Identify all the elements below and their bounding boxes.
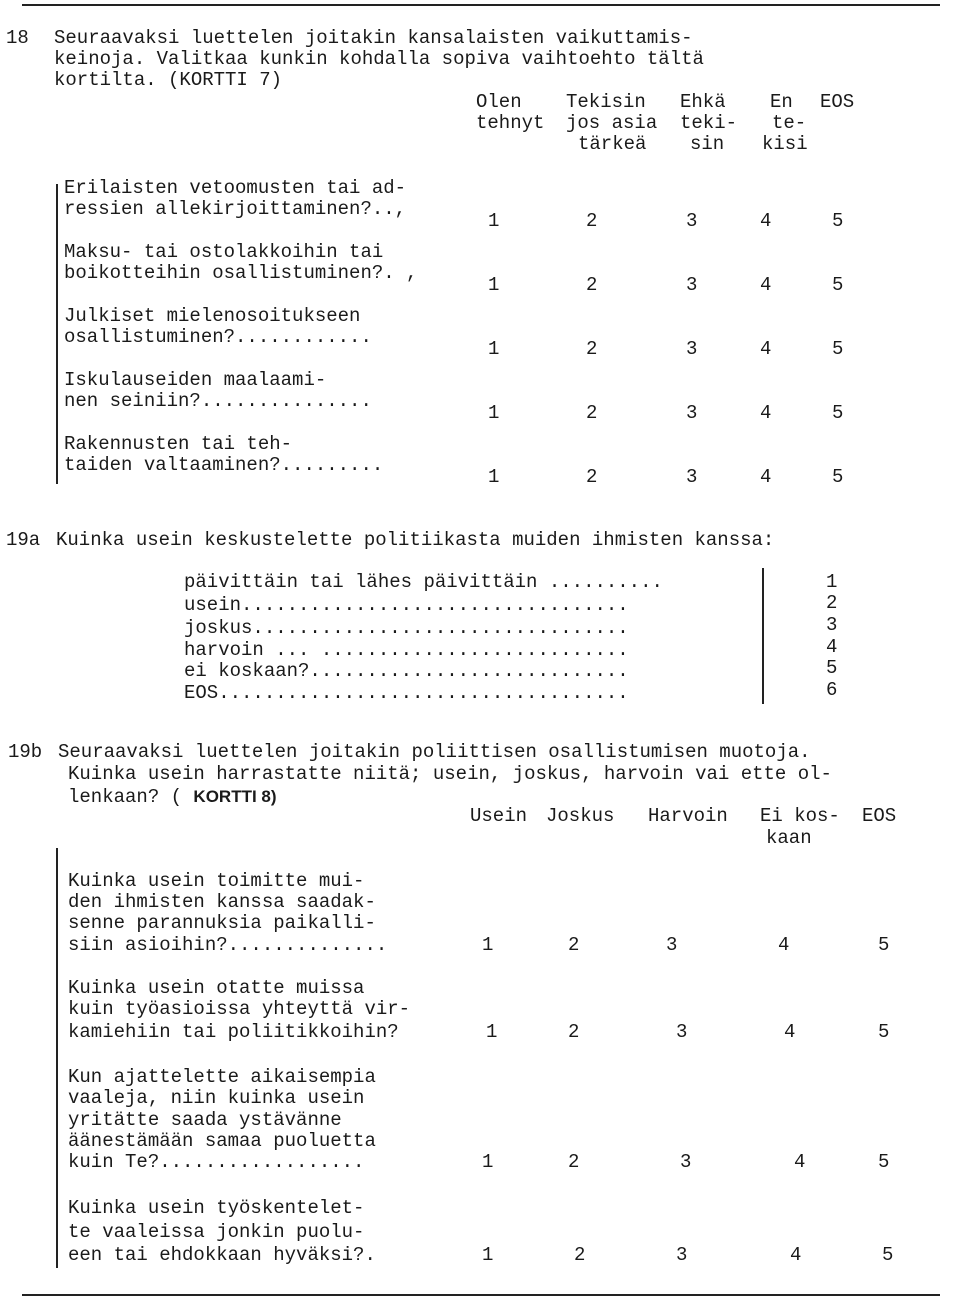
q19b-answer-code[interactable]: 5 [882,1244,894,1266]
q19b-answer-code[interactable]: 1 [486,1021,498,1043]
q19b-card-reference: KORTTI 8) [193,787,277,806]
q19b-col-header: Joskus [546,805,615,827]
q18-col-header: En [770,91,793,113]
q19b-item-label: te vaaleissa jonkin puolu- [68,1221,365,1243]
q19a-option-label: harvoin ... ........................... [184,639,629,661]
q18-text-line: Seuraavaksi luettelen joitakin kansalaisten vaikuttamis- [54,27,693,49]
q18-answer-code[interactable]: 2 [586,402,598,424]
q19b-answer-code[interactable]: 5 [878,1151,890,1173]
q18-text-line: kortilta. (KORTTI 7) [54,69,283,91]
q18-answer-code[interactable]: 3 [686,210,698,232]
q18-answer-code[interactable]: 4 [760,274,772,296]
q18-answer-code[interactable]: 1 [488,402,500,424]
q19b-item-label: kuin työasioissa yhteyttä vir- [68,998,411,1020]
q18-answer-code[interactable]: 3 [686,338,698,360]
q19b-answer-code[interactable]: 2 [568,1021,580,1043]
q19a-option-code: 2 [826,592,838,614]
q18-number: 18 [6,27,29,49]
q19b-answer-code[interactable]: 2 [568,1151,580,1173]
q18-answer-code[interactable]: 2 [586,274,598,296]
q19b-item-label: den ihmisten kanssa saadak- [68,891,376,913]
q18-answer-code[interactable]: 5 [832,338,844,360]
q19b-item-label: Kuinka usein toimitte mui- [68,870,365,892]
q18-answer-code[interactable]: 1 [488,466,500,488]
q18-item-label: Erilaisten vetoomusten tai ad- [64,177,407,199]
q19b-number: 19b [8,741,43,763]
q18-answer-code[interactable]: 3 [686,466,698,488]
q18-answer-code[interactable]: 4 [760,402,772,424]
q19a-option-code: 5 [826,657,838,679]
q18-answer-code[interactable]: 4 [760,210,772,232]
q18-col-header: EOS [820,91,855,113]
q18-col-header: kisi [762,133,808,155]
q18-answer-code[interactable]: 5 [832,210,844,232]
q19b-item-label: Kuinka usein otatte muissa [68,977,365,999]
q18-col-header: tehnyt [476,112,545,134]
q18-item-label: Iskulauseiden maalaami- [64,369,327,391]
q19b-item-label: een tai ehdokkaan hyväksi?. [68,1244,376,1266]
q19b-answer-code[interactable]: 2 [574,1244,586,1266]
q19a-option-code: 4 [826,636,838,658]
q19b-answer-code[interactable]: 1 [482,1244,494,1266]
q18-answer-code[interactable]: 4 [760,338,772,360]
q19b-item-bracket [56,848,58,1268]
q18-col-header: Olen [476,91,522,113]
q19a-option-label: usein.................................. [184,594,629,616]
q19b-answer-code[interactable]: 1 [482,934,494,956]
q18-answer-code[interactable]: 5 [832,466,844,488]
q18-answer-code[interactable]: 2 [586,338,598,360]
q18-answer-code[interactable]: 1 [488,338,500,360]
q19b-text-line: Seuraavaksi luettelen joitakin poliittisen osallistumisen muotoja. [58,741,811,763]
q19a-number: 19a [6,529,41,551]
q19a-option-label: päivittäin tai lähes päivittäin .......... [184,571,663,593]
q19b-answer-code[interactable]: 4 [794,1151,806,1173]
q19b-answer-code[interactable]: 3 [676,1021,688,1043]
q19b-answer-code[interactable]: 2 [568,934,580,956]
q19b-item-label: vaaleja, niin kuinka usein [68,1087,365,1109]
q19b-col-header: EOS [862,805,897,827]
q19b-text-prefix: lenkaan? ( [68,786,194,808]
q19b-item-label: kuin Te?.................. [68,1151,365,1173]
q18-item-label: taiden valtaaminen?......... [64,454,384,476]
q18-item-bracket [56,184,58,484]
q18-answer-code[interactable]: 5 [832,402,844,424]
q19a-text: Kuinka usein keskustelette politiikasta muiden ihmisten kanssa: [56,529,775,551]
q19b-col-header: Ei kos- [760,805,840,827]
q18-text-line: keinoja. Valitkaa kunkin kohdalla sopiva vaihtoehto tältä [54,48,704,70]
q18-answer-code[interactable]: 3 [686,274,698,296]
q18-col-header: tärkeä [578,133,647,155]
q18-answer-code[interactable]: 1 [488,274,500,296]
q18-item-label: Maksu- tai ostolakkoihin tai [64,241,384,263]
q18-item-label: Rakennusten tai teh- [64,433,293,455]
q18-answer-code[interactable]: 3 [686,402,698,424]
q19b-col-header: Usein [470,805,528,827]
q19b-answer-code[interactable]: 3 [680,1151,692,1173]
q19b-answer-code[interactable]: 4 [784,1021,796,1043]
q19b-item-label: Kun ajattelette aikaisempia [68,1066,376,1088]
q19b-item-label: siin asioihin?.............. [68,934,388,956]
q18-item-label: boikotteihin osallistuminen?. , [64,262,418,284]
q19a-option-code: 1 [826,571,838,593]
q18-answer-code[interactable]: 2 [586,210,598,232]
q19a-option-label: ei koskaan?............................ [184,660,629,682]
bottom-rule [22,1294,940,1296]
q19b-item-label: äänestämään samaa puoluetta [68,1130,376,1152]
q19a-code-divider [762,568,764,704]
q19a-option-label: joskus................................. [184,617,629,639]
q18-col-header: te- [772,112,807,134]
q18-answer-code[interactable]: 2 [586,466,598,488]
q18-answer-code[interactable]: 1 [488,210,500,232]
q19b-answer-code[interactable]: 5 [878,934,890,956]
q19b-answer-code[interactable]: 1 [482,1151,494,1173]
q18-col-header: jos asia [566,112,658,134]
q19b-answer-code[interactable]: 3 [666,934,678,956]
q19b-answer-code[interactable]: 5 [878,1021,890,1043]
q18-col-header: teki- [680,112,738,134]
top-rule [22,4,940,6]
q19a-option-code: 3 [826,614,838,636]
q18-col-header: sin [690,133,725,155]
q19b-text-line: Kuinka usein harrastatte niitä; usein, joskus, harvoin vai ette ol- [68,763,832,785]
q19b-item-label: senne parannuksia paikalli- [68,912,376,934]
q19b-answer-code[interactable]: 4 [778,934,790,956]
q19b-col-header: Harvoin [648,805,728,827]
q18-col-header: Ehkä [680,91,726,113]
q19b-item-label: yritätte saada ystävänne [68,1109,342,1131]
q19b-text-line-3 [68,786,277,808]
q19b-answer-code[interactable]: 4 [790,1244,802,1266]
q19b-item-label: kamiehiin tai poliitikkoihin? [68,1021,399,1043]
q19b-item-label: Kuinka usein työskentelet- [68,1197,365,1219]
q18-item-label: Julkiset mielenosoitukseen [64,305,361,327]
q19b-answer-code[interactable]: 3 [676,1244,688,1266]
q18-item-label: ressien allekirjoittaminen?.., [64,198,407,220]
q18-answer-code[interactable]: 4 [760,466,772,488]
q18-answer-code[interactable]: 5 [832,274,844,296]
q18-item-label: osallistuminen?............ [64,326,372,348]
q19a-option-code: 6 [826,679,838,701]
q18-item-label: nen seiniin?............... [64,390,372,412]
q19a-option-label: EOS.................................... [184,682,629,704]
q18-col-header: Tekisin [566,91,646,113]
q19b-col-header: kaan [766,827,812,849]
